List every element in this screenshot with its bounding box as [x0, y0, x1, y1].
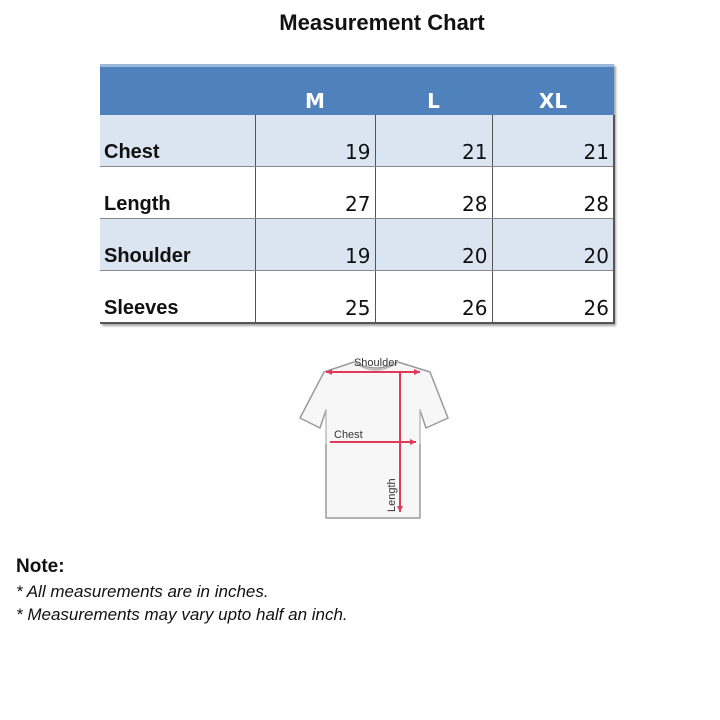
note-line: * Measurements may vary upto half an inch. — [16, 605, 348, 624]
row-label-length: Length — [100, 167, 255, 219]
length-label: Length — [386, 478, 398, 512]
cell-shoulder-m: 19 — [255, 219, 375, 271]
note-title: Note: — [16, 556, 65, 577]
cell-shoulder-xl: 20 — [492, 219, 614, 271]
table-row — [100, 271, 614, 324]
row-label-chest: Chest — [100, 115, 255, 167]
measurement-table — [100, 64, 614, 324]
cell-length-l: 28 — [375, 167, 492, 219]
cell-sleeves-l: 26 — [375, 271, 492, 324]
table-row — [100, 115, 614, 167]
header-cell-empty — [100, 66, 255, 116]
shoulder-label: Shoulder — [353, 357, 399, 369]
cell-chest-m: 19 — [255, 115, 375, 167]
cell-length-xl: 28 — [492, 167, 614, 219]
header-cell-m: M — [255, 66, 375, 116]
cell-chest-xl: 21 — [492, 115, 614, 167]
page-title: Measurement Chart — [279, 10, 485, 35]
table-header-row — [100, 66, 614, 116]
cell-sleeves-xl: 26 — [492, 271, 614, 324]
cell-shoulder-l: 20 — [375, 219, 492, 271]
row-label-sleeves: Sleeves — [100, 271, 255, 324]
tshirt-measurement-diagram — [296, 354, 456, 524]
table-row — [100, 219, 614, 271]
note-section — [16, 556, 348, 628]
header-cell-l: L — [375, 66, 492, 116]
table-row — [100, 167, 614, 219]
tshirt-icon — [300, 362, 448, 518]
cell-sleeves-m: 25 — [255, 271, 375, 324]
row-label-shoulder: Shoulder — [100, 219, 255, 271]
cell-length-m: 27 — [255, 167, 375, 219]
header-cell-xl: XL — [492, 66, 614, 116]
note-line: * All measurements are in inches. — [16, 582, 269, 601]
chest-label: Chest — [334, 429, 363, 441]
cell-chest-l: 21 — [375, 115, 492, 167]
